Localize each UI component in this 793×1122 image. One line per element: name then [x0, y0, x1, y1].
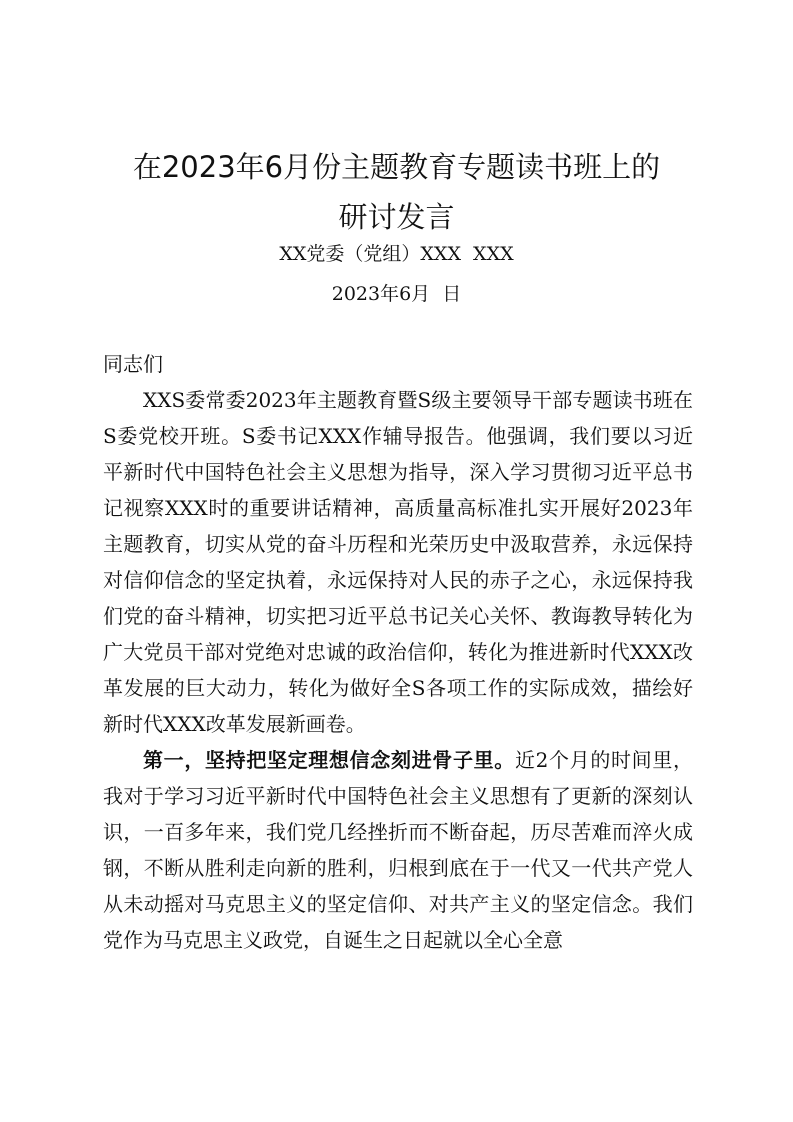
date-line: 2023年6月 日: [331, 283, 462, 305]
salutation: 同志们: [103, 352, 163, 376]
paragraph-first-point: [103, 742, 693, 958]
document-body: [103, 346, 693, 958]
paragraph-text: 近2个月的时间里，我对于学习习近平新时代中国特色社会主义思想有了更新的深刻认识，一百多年来，我们党几经挫折而不断奋起，历尽苦难而淬火成钢，不断从胜利走向新的胜利，归根到底在于一代又一代共产党人从未动摇对马克思主义的坚定信仰、对共产主义的坚定信念。我们党作为马克思主义政党，自诞生之日起就以全心全意: [103, 748, 693, 952]
author-line: XX党委（党组）XXX XXX: [279, 243, 514, 265]
document-title-line-2: 研讨发言: [338, 200, 455, 234]
paragraph-intro: XXS委常委2023年主题教育暨S级主要领导干部专题读书班在S委党校开班。S委书记XXX作辅导报告。他强调，我们要以习近平新时代中国特色社会主义思想为指导，深入学习贯彻习近平总书记视察XXX时的重要讲话精神，高质量高标准扎实开展好2023年主题教育，切实从党的奋斗历程和光荣历史中汲取营养，永远保持对信仰信念的坚定执着，永远保持对人民的赤子之心，永远保持我们党的奋斗精神，切实把习近平总书记关心关怀、教诲教导转化为广大党员干部对党绝对忠诚的政治信仰，转化为推进新时代XXX改革发展的巨大动力，转化为做好全S各项工作的实际成效，描绘好新时代XXX改革发展新画卷。: [103, 388, 693, 736]
paragraph-heading: 第一，坚持把坚定理想信念刻进骨子里。: [143, 748, 515, 772]
document-title-line-1: 在2023年6月份主题教育专题读书班上的: [132, 150, 661, 184]
